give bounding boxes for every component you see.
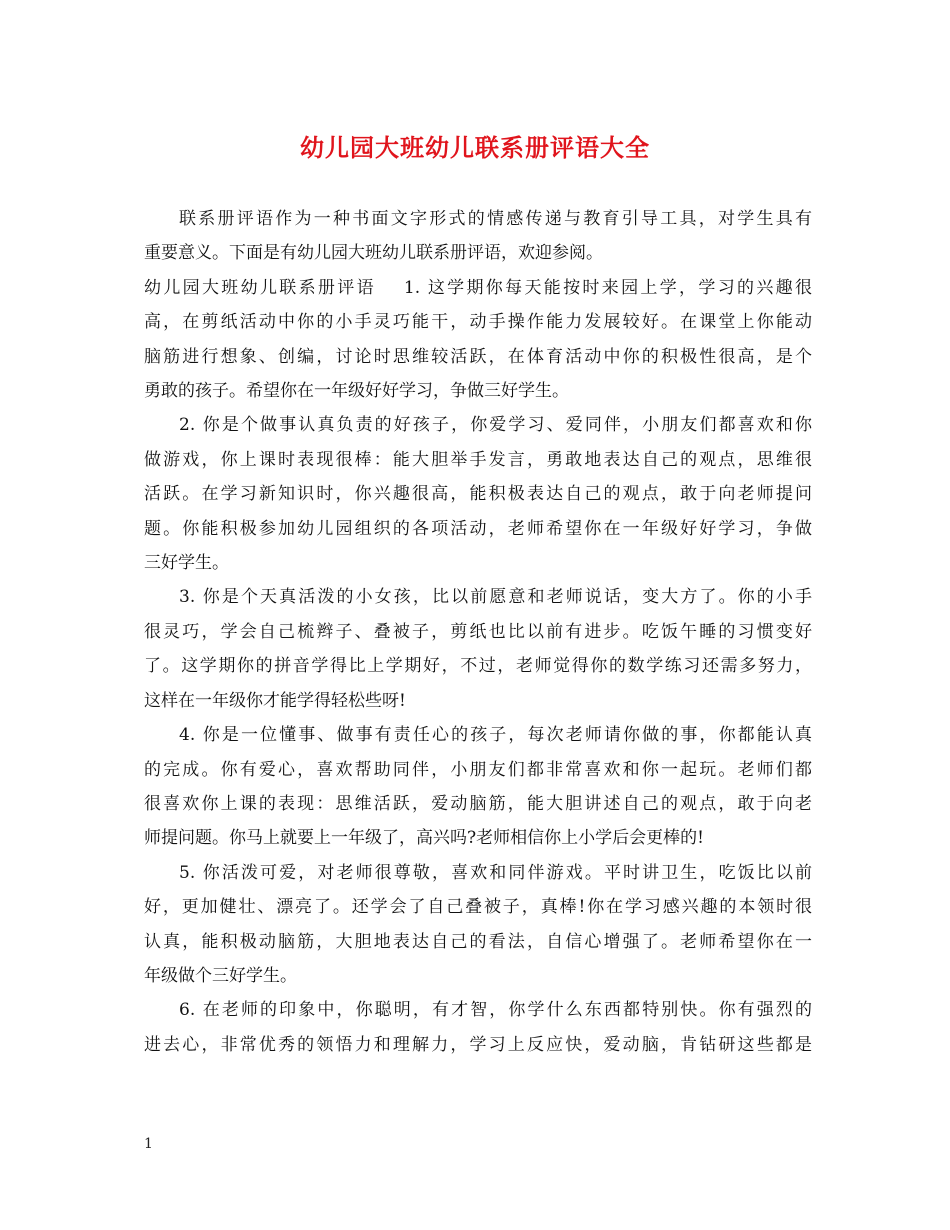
- text-line: 2. 你是个做事认真负责的好孩子，你爱学习、爱同伴，小朋友们都喜欢和你: [179, 415, 812, 436]
- text-line: 很喜欢你上课的表现：思维活跃，爱动脑筋，能大胆讲述自己的观点，敢于向老: [144, 793, 812, 814]
- text-line: 进去心，非常优秀的领悟力和理解力，学习上反应快，爱动脑，肯钻研这些都是: [144, 1034, 812, 1055]
- text-line: 师提问题。你马上就要上一年级了，高兴吗?老师相信你上小学后会更棒的!: [144, 828, 704, 849]
- text-line: 高，在剪纸活动中你的小手灵巧能干，动手操作能力发展较好。在课堂上你能动: [144, 312, 812, 333]
- item-1-first-text: 1. 这学期你每天能按时来园上学，学习的兴趣很: [403, 277, 812, 298]
- item-4-paragraph: [144, 718, 812, 856]
- text-line: 脑筋进行想象、创编，讨论时思维较活跃，在体育活动中你的积极性很高，是个: [144, 346, 812, 367]
- text-line: 年级做个三好学生。: [144, 965, 297, 986]
- text-line: 联系册评语作为一种书面文字形式的情感传递与教育引导工具，对学生具有: [179, 209, 812, 229]
- text-line: 的完成。你有爱心，喜欢帮助同伴，小朋友们都非常喜欢和你一起玩。老师们都: [144, 759, 812, 780]
- text-line: 三好学生。: [144, 553, 229, 574]
- section-label: 幼儿园大班幼儿联系册评语: [144, 277, 376, 298]
- text-line: 认真，能积极动脑筋，大胆地表达自己的看法，自信心增强了。老师希望你在一: [144, 931, 812, 952]
- intro-paragraph: [144, 202, 812, 271]
- item-3-paragraph: [144, 580, 812, 718]
- text-line: 好，更加健壮、漂亮了。还学会了自己叠被子，真棒!你在学习感兴趣的本领时很: [144, 897, 812, 918]
- item-6-paragraph: [144, 993, 812, 1062]
- text-line: 很灵巧，学会自己梳辫子、叠被子，剪纸也比以前有进步。吃饭午睡的习惯变好: [144, 621, 812, 642]
- text-line: [144, 271, 812, 305]
- text-line: 6. 在老师的印象中，你聪明，有才智，你学什么东西都特别快。你有强烈的: [179, 1000, 812, 1021]
- document-title: 幼儿园大班幼儿联系册评语大全: [300, 133, 650, 162]
- item-2-paragraph: [144, 408, 812, 580]
- text-line: 做游戏，你上课时表现很棒：能大胆举手发言，勇敢地表达自己的观点，思维很: [144, 449, 812, 470]
- text-line: 这样在一年级你才能学得轻松些呀!: [144, 690, 406, 711]
- item-5-paragraph: [144, 856, 812, 994]
- text-line: 5. 你活泼可爱，对老师很尊敬，喜欢和同伴游戏。平时讲卫生，吃饭比以前: [179, 862, 812, 883]
- page-number: 1: [144, 1136, 153, 1152]
- text-line: 重要意义。下面是有幼儿园大班幼儿联系册评语，欢迎参阅。: [144, 243, 603, 264]
- text-line: 活跃。在学习新知识时，你兴趣很高，能积极表达自己的观点，敢于向老师提问: [144, 484, 812, 505]
- text-line: 3. 你是个天真活泼的小女孩，比以前愿意和老师说话，变大方了。你的小手: [179, 587, 812, 608]
- text-line: 勇敢的孩子。希望你在一年级好好学习，争做三好学生。: [144, 381, 569, 402]
- text-line: 题。你能积极参加幼儿园组织的各项活动，老师希望你在一年级好好学习，争做: [144, 518, 812, 539]
- text-line: 了。这学期你的拼音学得比上学期好，不过，老师觉得你的数学练习还需多努力，: [144, 656, 812, 677]
- document-body: [144, 202, 812, 1062]
- item-1-paragraph: [144, 271, 812, 409]
- text-line: 4. 你是一位懂事、做事有责任心的孩子，每次老师请你做的事，你都能认真: [179, 725, 812, 746]
